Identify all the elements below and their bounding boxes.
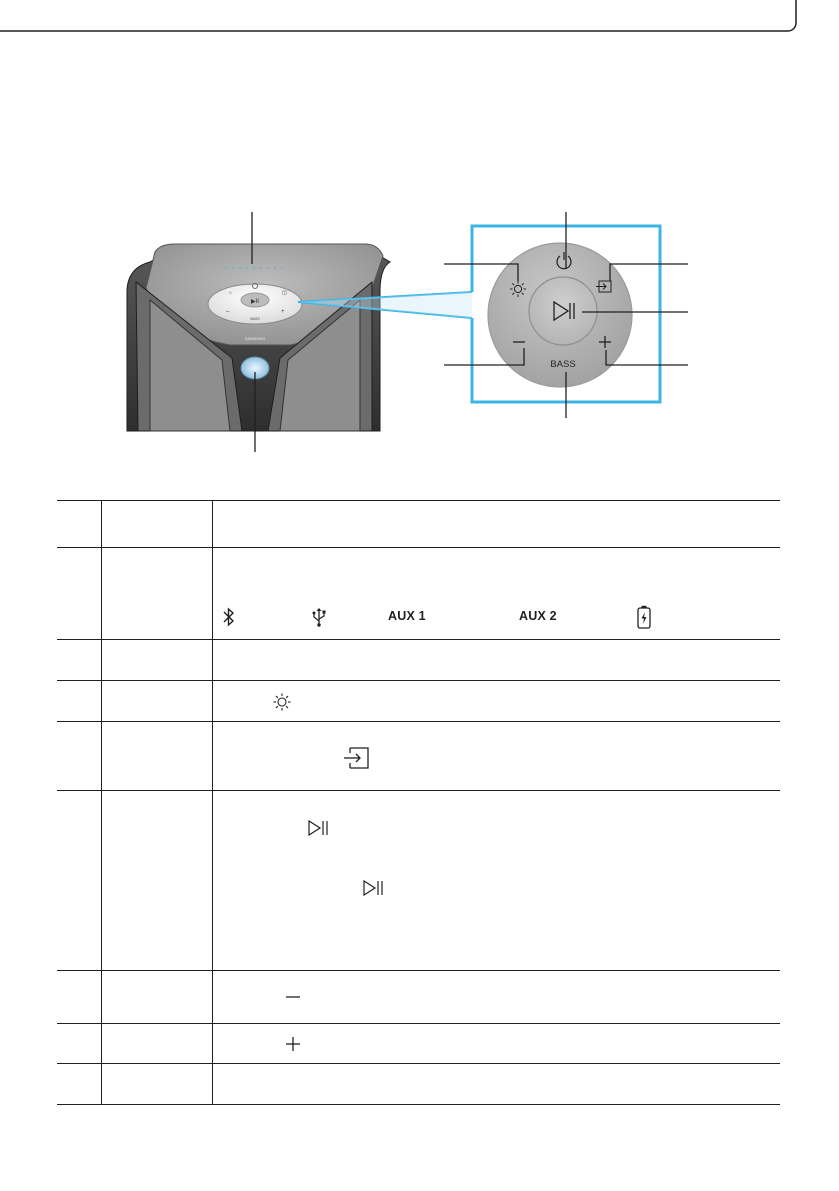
bass-label: BASS (550, 359, 576, 370)
row-description (213, 1064, 781, 1105)
row-name (102, 971, 213, 1024)
row-name (102, 681, 213, 722)
row-number (57, 501, 102, 548)
play-pause-icon (308, 820, 330, 836)
table-row (57, 640, 780, 681)
plus-icon (285, 1036, 301, 1052)
play-pause-icon (363, 880, 385, 896)
row-name (102, 548, 213, 640)
table-row (57, 1024, 780, 1064)
row-number (57, 791, 102, 971)
svg-text:BASS: BASS (250, 317, 260, 321)
svg-text:+: + (281, 309, 285, 315)
source-input-icon (343, 747, 369, 769)
row-number (57, 681, 102, 722)
row-number (57, 722, 102, 791)
row-number (57, 971, 102, 1024)
row-name (102, 722, 213, 791)
row-number (57, 640, 102, 681)
row-description (213, 501, 781, 548)
svg-text:–: – (226, 309, 230, 315)
table-row (57, 791, 780, 971)
table-row (57, 501, 780, 548)
table-row (57, 681, 780, 722)
row-number (57, 1024, 102, 1064)
bluetooth-icon (223, 607, 235, 627)
row-name (102, 1024, 213, 1064)
table-row (57, 722, 780, 791)
sun-icon (273, 693, 291, 711)
row-number (57, 548, 102, 640)
row-name (102, 501, 213, 548)
battery-charge-icon (637, 605, 651, 629)
row-description (213, 640, 781, 681)
speaker-brand-logo: SAMSUNG (244, 336, 266, 341)
aux2-label: AUX 2 (519, 609, 557, 623)
svg-text:☼: ☼ (228, 290, 233, 296)
row-name (102, 640, 213, 681)
row-number (57, 1064, 102, 1105)
aux1-label: AUX 1 (388, 609, 426, 623)
crop-mark (0, 0, 839, 40)
row-name (102, 791, 213, 971)
component-table (57, 500, 780, 1105)
usb-icon (312, 607, 326, 627)
row-name (102, 1064, 213, 1105)
table-row (57, 971, 780, 1024)
table-row (57, 1064, 780, 1105)
svg-text:◫: ◫ (282, 290, 287, 296)
svg-text:▶II: ▶II (251, 299, 259, 305)
speaker-top-panel-figure (0, 200, 839, 460)
table-row (57, 548, 780, 640)
speaker-body (127, 244, 390, 431)
minus-icon (285, 995, 301, 999)
